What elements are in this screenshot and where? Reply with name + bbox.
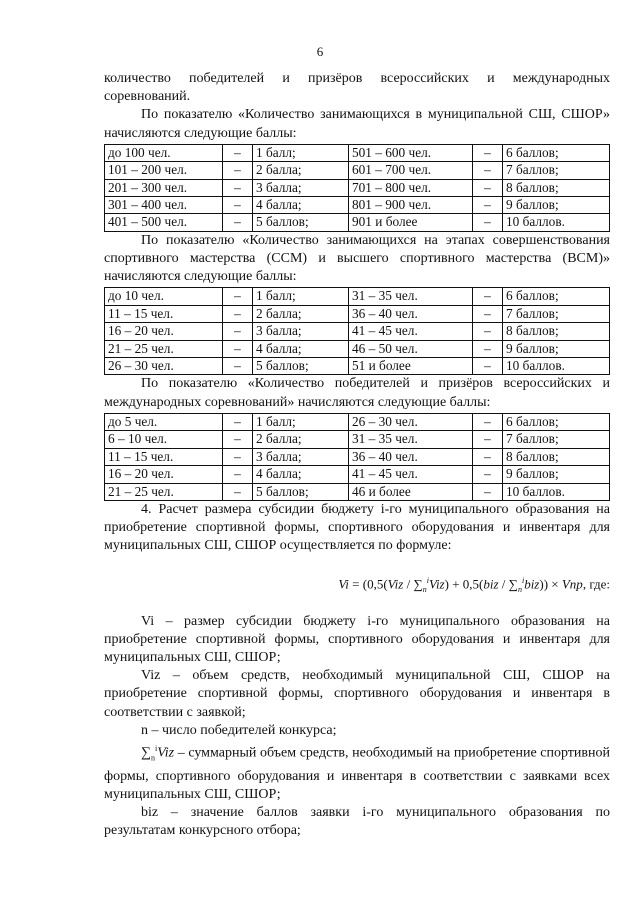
table-row xyxy=(105,413,610,430)
table-cell: 10 баллов. xyxy=(503,214,610,231)
table-cell: 501 – 600 чел. xyxy=(349,144,473,161)
table-row xyxy=(105,214,610,231)
table-cell: 6 баллов; xyxy=(503,144,610,161)
table-cell: 21 – 25 чел. xyxy=(105,340,223,357)
table-cell: – xyxy=(223,413,253,430)
definition-sum-viz: $\sum_n^iViz$ – суммарный объем средств, необходимый на приобретение спортивной формы, спортивного оборудования и инвентаря в соответствии с заявками всех муниципальных СШ, СШОР; xyxy=(104,744,611,802)
table-row xyxy=(105,448,610,465)
table-cell: до 10 чел. xyxy=(105,288,223,305)
table-cell: – xyxy=(223,466,253,483)
table-cell: до 100 чел. xyxy=(105,144,223,161)
score-table-ssm-vsm xyxy=(104,287,610,375)
table-cell: 11 – 15 чел. xyxy=(105,448,223,465)
table-cell: – xyxy=(473,288,503,305)
table-cell: до 5 чел. xyxy=(105,413,223,430)
table-cell: 3 балла; xyxy=(253,179,349,196)
table-cell: 36 – 40 чел. xyxy=(349,448,473,465)
table-cell: 36 – 40 чел. xyxy=(349,305,473,322)
table-cell: – xyxy=(473,431,503,448)
table-cell: – xyxy=(223,448,253,465)
table-cell: 701 – 800 чел. xyxy=(349,179,473,196)
table-cell: 8 баллов; xyxy=(503,179,610,196)
table-row xyxy=(105,323,610,340)
section2-intro: По показателю «Количество занимающихся на этапах совершенствования спортивного мастерства (ССМ) и высшего спортивного мастерства (ВСМ)» начисляются следующие баллы: xyxy=(104,232,610,285)
section4-text: 4. Расчет размера субсидии бюджету i-го муниципального образования на приобретение спортивной формы, спортивного оборудования и инвентаря для муниципальных СШ, СШОР осуществляется по формуле: xyxy=(104,501,610,554)
table-cell: 10 баллов. xyxy=(503,358,610,375)
table-cell: 1 балл; xyxy=(253,144,349,161)
document-body xyxy=(104,70,610,841)
table-row xyxy=(105,431,610,448)
table-cell: 46 – 50 чел. xyxy=(349,340,473,357)
table-cell: 3 балла; xyxy=(253,323,349,340)
table-cell: – xyxy=(223,323,253,340)
table-cell: – xyxy=(223,340,253,357)
table-cell: 5 баллов; xyxy=(253,483,349,500)
table-cell: – xyxy=(473,340,503,357)
table-cell: 4 балла; xyxy=(253,466,349,483)
table-cell: 401 – 500 чел. xyxy=(105,214,223,231)
table-cell: 9 баллов; xyxy=(503,340,610,357)
table-cell: – xyxy=(473,466,503,483)
table-cell: 601 – 700 чел. xyxy=(349,162,473,179)
table-cell: – xyxy=(473,358,503,375)
table-cell: 7 баллов; xyxy=(503,305,610,322)
table-cell: 10 баллов. xyxy=(503,483,610,500)
table-cell: – xyxy=(473,162,503,179)
table-row xyxy=(105,466,610,483)
table-cell: – xyxy=(223,179,253,196)
table-cell: 31 – 35 чел. xyxy=(349,288,473,305)
table-cell: – xyxy=(223,144,253,161)
section1-intro: По показателю «Количество занимающихся в муниципальной СШ, СШОР» начисляются следующие баллы: xyxy=(104,107,610,141)
subsidy-formula: $Vi = (0,5(Viz / \sum_n^iViz) + 0,5(biz / \sum_n^ibiz))$ × Vnp, где: xyxy=(338,575,610,594)
table-cell: – xyxy=(473,179,503,196)
table-cell: 901 и более xyxy=(349,214,473,231)
table-cell: 1 балл; xyxy=(253,413,349,430)
table-cell: 6 баллов; xyxy=(503,288,610,305)
table-cell: 26 – 30 чел. xyxy=(349,413,473,430)
table-cell: 9 баллов; xyxy=(503,466,610,483)
definition-viz: Viz – объем средств, необходимый муниципальной СШ, СШОР на приобретение спортивной формы, спортивного оборудования и инвентаря в соответствии с заявкой; xyxy=(104,668,610,720)
table-cell: 8 баллов; xyxy=(503,448,610,465)
table-cell: 9 баллов; xyxy=(503,197,610,214)
table-cell: – xyxy=(223,305,253,322)
table-cell: 7 баллов; xyxy=(503,431,610,448)
table-cell: 21 – 25 чел. xyxy=(105,483,223,500)
table-cell: – xyxy=(223,197,253,214)
table-row xyxy=(105,340,610,357)
definition-n: n – число победителей конкурса; xyxy=(141,722,337,738)
definition-biz: biz – значение баллов заявки i-го муниципального образования по результатам конкурсного отбора; xyxy=(104,805,610,839)
table-cell: 51 и более xyxy=(349,358,473,375)
table-cell: – xyxy=(473,144,503,161)
score-table-winners xyxy=(104,413,610,501)
table-cell: 101 – 200 чел. xyxy=(105,162,223,179)
table-row xyxy=(105,305,610,322)
page-number: 6 xyxy=(316,44,324,59)
table-cell: – xyxy=(473,214,503,231)
table-row xyxy=(105,162,610,179)
table-cell: 4 балла; xyxy=(253,340,349,357)
table-cell: – xyxy=(223,431,253,448)
table-cell: 1 балл; xyxy=(253,288,349,305)
table-cell: – xyxy=(473,413,503,430)
table-cell: 8 баллов; xyxy=(503,323,610,340)
table-cell: – xyxy=(473,448,503,465)
table-cell: 4 балла; xyxy=(253,197,349,214)
intro-line: количество победителей и призёров всероссийских и международных соревнований. xyxy=(104,71,610,105)
table-cell: 41 – 45 чел. xyxy=(349,466,473,483)
table-cell: 5 баллов; xyxy=(253,358,349,375)
table-cell: 6 – 10 чел. xyxy=(105,431,223,448)
table-cell: – xyxy=(223,483,253,500)
table-row xyxy=(105,179,610,196)
table-cell: 201 – 300 чел. xyxy=(105,179,223,196)
score-table-participants xyxy=(104,144,610,232)
table-row xyxy=(105,197,610,214)
table-cell: 3 балла; xyxy=(253,448,349,465)
table-cell: 31 – 35 чел. xyxy=(349,431,473,448)
table-cell: 5 баллов; xyxy=(253,214,349,231)
table-cell: 2 балла; xyxy=(253,431,349,448)
table-cell: – xyxy=(473,305,503,322)
table-cell: – xyxy=(223,162,253,179)
table-cell: – xyxy=(223,214,253,231)
section3-intro: По показателю «Количество победителей и призёров всероссийских и международных соревнований» начисляются следующие баллы: xyxy=(104,376,610,410)
table-row xyxy=(105,358,610,375)
table-cell: – xyxy=(223,288,253,305)
table-cell: 2 балла; xyxy=(253,305,349,322)
table-row xyxy=(105,483,610,500)
table-row xyxy=(105,288,610,305)
definition-vi: Vi – размер субсидии бюджету i-го муниципального образования на приобретение спортивной формы, спортивного оборудования и инвентаря для муниципальных СШ, СШОР; xyxy=(104,613,610,666)
table-row xyxy=(105,144,610,161)
table-cell: – xyxy=(473,197,503,214)
table-cell: 16 – 20 чел. xyxy=(105,323,223,340)
table-cell: 7 баллов; xyxy=(503,162,610,179)
table-cell: 16 – 20 чел. xyxy=(105,466,223,483)
table-cell: 2 балла; xyxy=(253,162,349,179)
table-cell: – xyxy=(473,323,503,340)
table-cell: – xyxy=(473,483,503,500)
table-cell: 46 и более xyxy=(349,483,473,500)
table-cell: 301 – 400 чел. xyxy=(105,197,223,214)
table-cell: 11 – 15 чел. xyxy=(105,305,223,322)
table-cell: 6 баллов; xyxy=(503,413,610,430)
table-cell: 801 – 900 чел. xyxy=(349,197,473,214)
table-cell: – xyxy=(223,358,253,375)
table-cell: 26 – 30 чел. xyxy=(105,358,223,375)
table-cell: 41 – 45 чел. xyxy=(349,323,473,340)
